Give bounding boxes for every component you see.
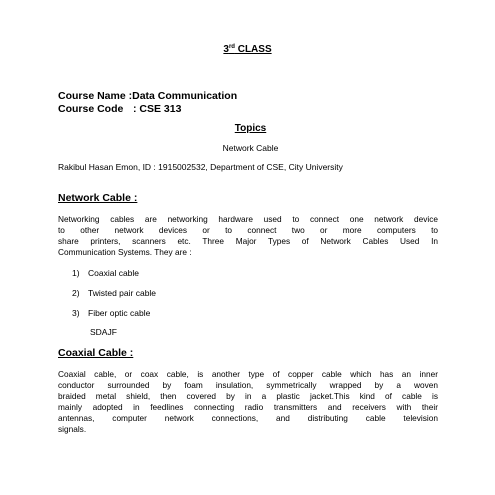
note-text: SDAJF xyxy=(90,327,117,337)
topic-item: Network Cable xyxy=(222,143,279,153)
paragraph-line: share printers, scanners etc. Three Major Types of Network Cables Used In xyxy=(58,236,438,246)
author-line: Rakibul Hasan Emon, ID : 1915002532, Department of CSE, City University xyxy=(58,162,343,172)
network-cable-title: Network Cable : xyxy=(58,192,138,204)
list-item-number: 1) xyxy=(72,268,80,278)
list-item xyxy=(72,288,156,298)
coaxial-cable-paragraph xyxy=(58,369,438,435)
list-item-text: Fiber optic cable xyxy=(88,308,151,318)
course-name-line xyxy=(58,90,237,102)
course-code-value: CSE 313 xyxy=(139,103,182,115)
list-item xyxy=(72,308,150,318)
paragraph-line: antennas, computer network connections, and distributing cable television xyxy=(58,413,438,423)
list-item-text: Coaxial cable xyxy=(88,268,140,278)
network-cable-paragraph xyxy=(58,214,438,258)
coaxial-cable-title: Coaxial Cable : xyxy=(58,347,134,359)
paragraph-line: to other network devices or to connect two or more computers to xyxy=(58,225,438,235)
paragraph-line: Networking cables are networking hardware used to connect one network device xyxy=(58,214,438,224)
topics-title: Topics xyxy=(234,123,267,134)
course-code-line xyxy=(58,103,181,115)
list-item-number: 2) xyxy=(72,288,80,298)
class-heading xyxy=(0,44,495,55)
paragraph-line: signals. xyxy=(58,424,87,434)
paragraph-line: Coaxial cable, or coax cable, is another type of copper cable which has an inner xyxy=(58,369,438,379)
paragraph-line: mainly adopted in feedlines connecting radio transmitters and receivers with their xyxy=(58,402,438,412)
course-code-separator: : xyxy=(133,103,140,115)
class-heading-rest: CLASS xyxy=(234,44,272,55)
paragraph-line: Communication Systems. They are : xyxy=(58,247,192,257)
class-ordinal-suffix: rd xyxy=(228,44,235,50)
paragraph-line: braided metal shield, then covered by in a plastic jacket.This kind of cable is xyxy=(58,391,438,401)
paragraph-line: conductor surrounded by foam insulation, symmetrically wrapped by a woven xyxy=(58,380,438,390)
list-item-text: Twisted pair cable xyxy=(88,288,157,298)
course-name-label: Course Name : xyxy=(58,90,133,102)
list-item-number: 3) xyxy=(72,308,80,318)
course-code-label: Course Code xyxy=(58,103,124,115)
list-item xyxy=(72,268,139,278)
class-ordinal-number: 3 xyxy=(223,44,229,55)
course-name-value: Data Communication xyxy=(132,90,238,102)
